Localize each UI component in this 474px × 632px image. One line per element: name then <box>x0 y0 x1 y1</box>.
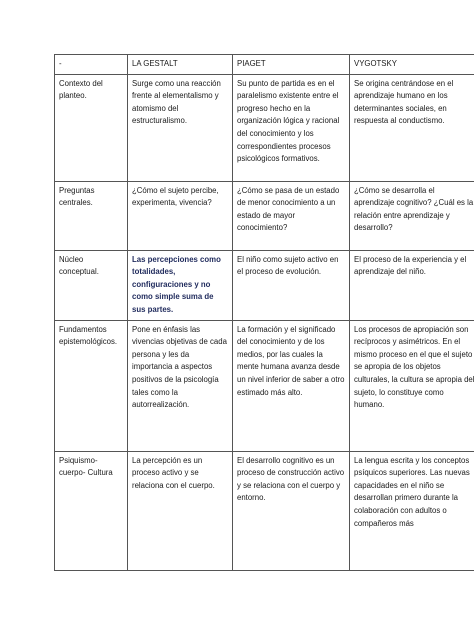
row-label: Psiquismo-cuerpo- Cultura <box>55 451 128 570</box>
piaget-cell: ¿Cómo se pasa de un estado de menor conocimiento a un estado de mayor conocimiento? <box>233 181 350 250</box>
gestalt-cell: Las percepciones como totalidades, configuraciones y no como simple suma de sus partes. <box>128 250 233 320</box>
table-row <box>55 74 474 181</box>
table-row <box>55 181 474 250</box>
header-cell-piaget: PIAGET <box>233 55 350 75</box>
table-row <box>55 320 474 451</box>
table-row <box>55 451 474 570</box>
table-row <box>55 250 474 320</box>
header-cell-gestalt: LA GESTALT <box>128 55 233 75</box>
header-cell-vygotsky: VYGOTSKY <box>350 55 474 75</box>
comparison-table <box>54 54 474 571</box>
piaget-cell: El desarrollo cognitivo es un proceso de construcción activo y se relaciona con el cuerpo y entorno. <box>233 451 350 570</box>
row-label: Fundamentos epistemológicos. <box>55 320 128 451</box>
gestalt-cell: Pone en énfasis las vivencias objetivas de cada persona y les da importancia a aspectos positivos de la psicología tales como la autorrealización. <box>128 320 233 451</box>
header-cell-dash: - <box>55 55 128 75</box>
vygotsky-cell: ¿Cómo se desarrolla el aprendizaje cognitivo? ¿Cuál es la relación entre aprendizaje y desarrollo? <box>350 181 474 250</box>
piaget-cell: El niño como sujeto activo en el proceso de evolución. <box>233 250 350 320</box>
gestalt-cell: La percepción es un proceso activo y se relaciona con el cuerpo. <box>128 451 233 570</box>
vygotsky-cell: La lengua escrita y los conceptos psíquicos superiores. Las nuevas capacidades en el niño se desarrollan primero durante la colaboración con adultos o compañeros más <box>350 451 474 570</box>
gestalt-cell: ¿Cómo el sujeto percibe, experimenta, vivencia? <box>128 181 233 250</box>
piaget-cell: Su punto de partida es en el paralelismo existente entre el progreso hecho en la organización lógica y racional del conocimiento y los correspondientes procesos psicológicos formativos. <box>233 74 350 181</box>
piaget-cell: La formación y el significado del conocimiento y de los medios, por las cuales la mente humana avanza desde un nivel inferior de saber a otro estimado más alto. <box>233 320 350 451</box>
gestalt-cell: Surge como una reacción frente al elementalismo y atomismo del estructuralismo. <box>128 74 233 181</box>
row-label: Contexto del planteo. <box>55 74 128 181</box>
vygotsky-cell: El proceso de la experiencia y el aprendizaje del niño. <box>350 250 474 320</box>
row-label: Núcleo conceptual. <box>55 250 128 320</box>
row-label: Preguntas centrales. <box>55 181 128 250</box>
vygotsky-cell: Los procesos de apropiación son recíprocos y asimétricos. En el mismo proceso en el que el sujeto se apropia de los objetos culturales, la cultura se apropia del sujeto, lo constituye como humano. <box>350 320 474 451</box>
vygotsky-cell: Se origina centrándose en el aprendizaje humano en los determinantes sociales, en respuesta al conductismo. <box>350 74 474 181</box>
table-header-row <box>55 55 474 75</box>
